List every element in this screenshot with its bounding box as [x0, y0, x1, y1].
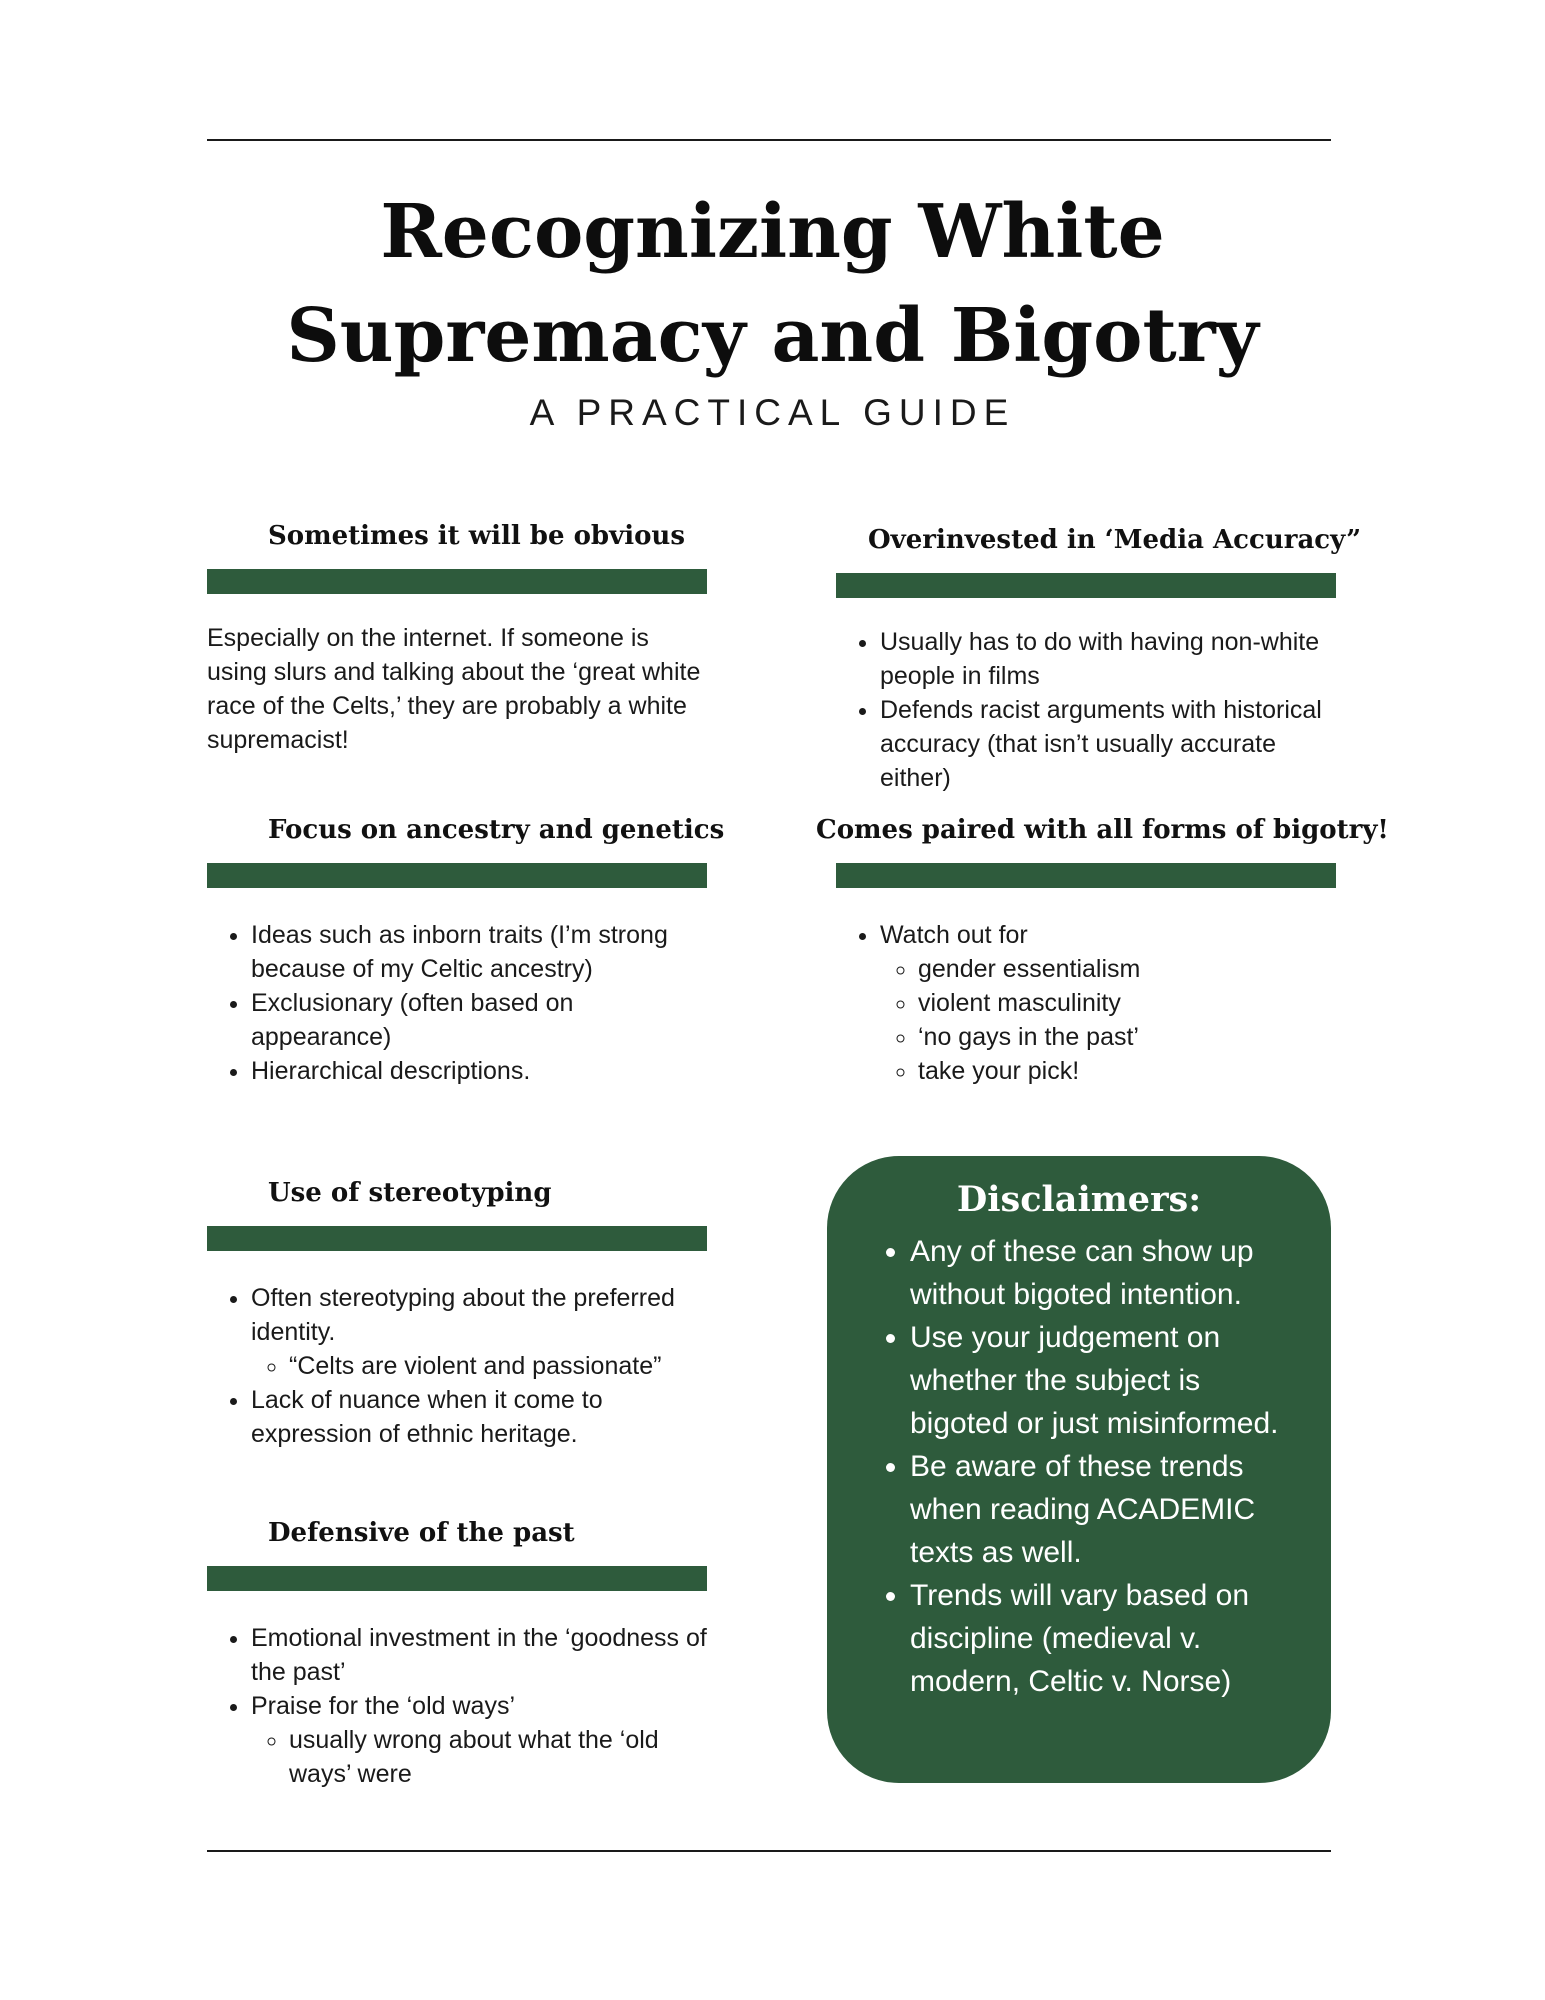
list-item — [880, 918, 1336, 1088]
section-bar — [207, 863, 707, 888]
list-item — [251, 1689, 707, 1791]
list-item: • Hierarchical descriptions. — [251, 1054, 707, 1088]
section-heading: Use of stereotyping — [268, 1178, 552, 1208]
section-media-accuracy — [836, 519, 1362, 795]
list-item: • Exclusionary (often based on appearance) — [251, 986, 707, 1054]
sub-list-item: ◦ violent masculinity — [918, 986, 1336, 1020]
list-item: • Ideas such as inborn traits (I’m strong because of my Celtic ancestry) — [251, 918, 707, 986]
disclaimers-list — [827, 1230, 1331, 1703]
section-bar — [207, 569, 707, 594]
disclaimers-heading: Disclaimers: — [956, 1179, 1202, 1220]
title-line-2: Supremacy and Bigotry — [286, 293, 1259, 379]
bottom-divider — [207, 1850, 1331, 1852]
title-line-1: Recognizing White — [380, 189, 1165, 275]
list-item: • Lack of nuance when it come to expression of ethnic heritage. — [251, 1383, 707, 1451]
disclaimers-box — [827, 1156, 1331, 1783]
section-bar — [207, 1226, 707, 1251]
page-title — [0, 180, 1545, 388]
bullet-list — [207, 918, 707, 1088]
list-item: • Usually has to do with having non-white people in films — [880, 625, 1336, 693]
section-heading: Sometimes it will be obvious — [268, 521, 685, 551]
section-bar — [207, 1566, 707, 1591]
bullet-list — [207, 1281, 707, 1451]
top-divider — [207, 139, 1331, 141]
section-paragraph: Especially on the internet. If someone is using slurs and talking about the ‘great white race of the Celts,’ they are probably a white supremacist! — [207, 624, 701, 754]
list-item: • Emotional investment in the ‘goodness of the past’ — [251, 1621, 707, 1689]
list-item-text: Watch out for — [880, 921, 1028, 949]
section-bar — [836, 573, 1336, 598]
section-heading: Focus on ancestry and genetics — [268, 815, 725, 845]
sub-list-item: ◦ usually wrong about what the ‘old ways’ were — [289, 1723, 707, 1791]
section-body — [207, 918, 707, 1088]
section-stereotyping — [207, 1172, 707, 1451]
section-body — [207, 621, 707, 757]
sub-list-item: ◦ gender essentialism — [918, 952, 1336, 986]
section-obvious — [207, 515, 707, 757]
section-heading: Overinvested in ‘Media Accuracy” — [868, 525, 1362, 555]
list-item: • Defends racist arguments with historical accuracy (that isn’t usually accurate either) — [880, 693, 1336, 795]
section-body — [207, 1621, 707, 1791]
sub-list — [880, 952, 1336, 1088]
list-item-text: Often stereotyping about the preferred identity. — [251, 1284, 675, 1346]
list-item-text: Praise for the ‘old ways’ — [251, 1692, 516, 1720]
bullet-list — [207, 1621, 707, 1791]
section-heading: Comes paired with all forms of bigotry! — [816, 815, 1389, 845]
list-item — [251, 1281, 707, 1383]
sub-list — [251, 1349, 707, 1383]
section-bar — [836, 863, 1336, 888]
bullet-list — [836, 625, 1336, 795]
disclaimer-item: • Trends will vary based on discipline (medieval v. modern, Celtic v. Norse) — [910, 1574, 1301, 1703]
section-body — [836, 625, 1336, 795]
section-ancestry — [207, 809, 725, 1088]
section-heading: Defensive of the past — [268, 1518, 575, 1548]
section-body — [207, 1281, 707, 1451]
sub-list-item: ◦ take your pick! — [918, 1054, 1336, 1088]
section-defensive-past — [207, 1512, 707, 1791]
sub-list — [251, 1723, 707, 1791]
disclaimer-item: • Be aware of these trends when reading ACADEMIC texts as well. — [910, 1445, 1301, 1574]
bullet-list — [836, 918, 1336, 1088]
sub-list-item: ◦ ‘no gays in the past’ — [918, 1020, 1336, 1054]
disclaimer-item: • Use your judgement on whether the subject is bigoted or just misinformed. — [910, 1316, 1301, 1445]
sub-list-item: ◦ “Celts are violent and passionate” — [289, 1349, 707, 1383]
disclaimer-item: • Any of these can show up without bigoted intention. — [910, 1230, 1301, 1316]
page-subtitle: A PRACTICAL GUIDE — [529, 392, 1016, 433]
section-bigotry — [816, 809, 1389, 1088]
section-body — [836, 918, 1336, 1088]
